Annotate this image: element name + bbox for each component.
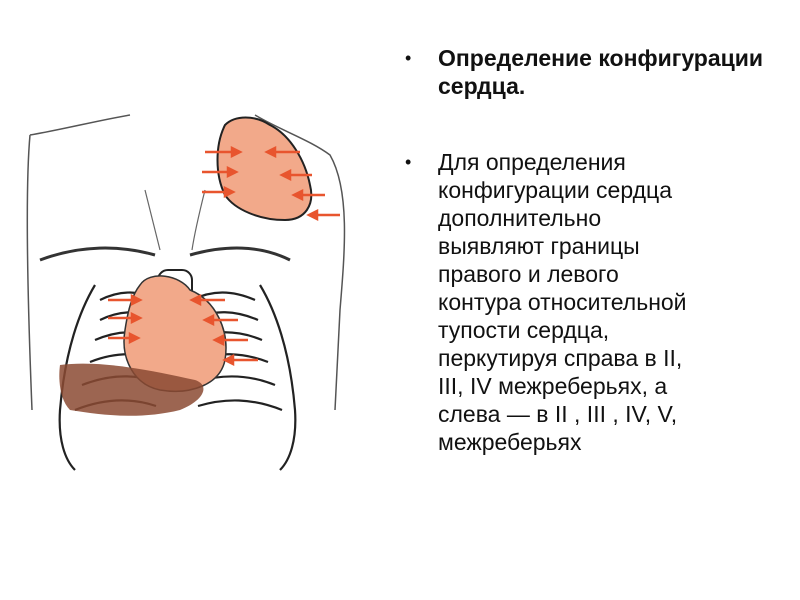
bullet-marker: • bbox=[405, 152, 412, 172]
neck-lines bbox=[145, 190, 205, 250]
clavicle-left bbox=[40, 248, 155, 260]
slide-title: Определение конфигурации сердца. bbox=[438, 45, 764, 99]
description-text: Для определения конфигурации сердца дополнительно выявляют границы правого и левого контура относительной тупости сердца, перкутируя справа в II, III, IV межреберьях, а слева — в II , III , IV, V, межреберьях bbox=[438, 149, 687, 455]
clavicle-right bbox=[190, 248, 290, 260]
bullet-item-title bbox=[405, 44, 765, 100]
bullet-marker: • bbox=[405, 48, 412, 68]
chest-heart-percussion-illustration bbox=[20, 110, 365, 480]
bullet-item-description bbox=[405, 148, 765, 456]
slide-text-panel bbox=[405, 44, 765, 456]
